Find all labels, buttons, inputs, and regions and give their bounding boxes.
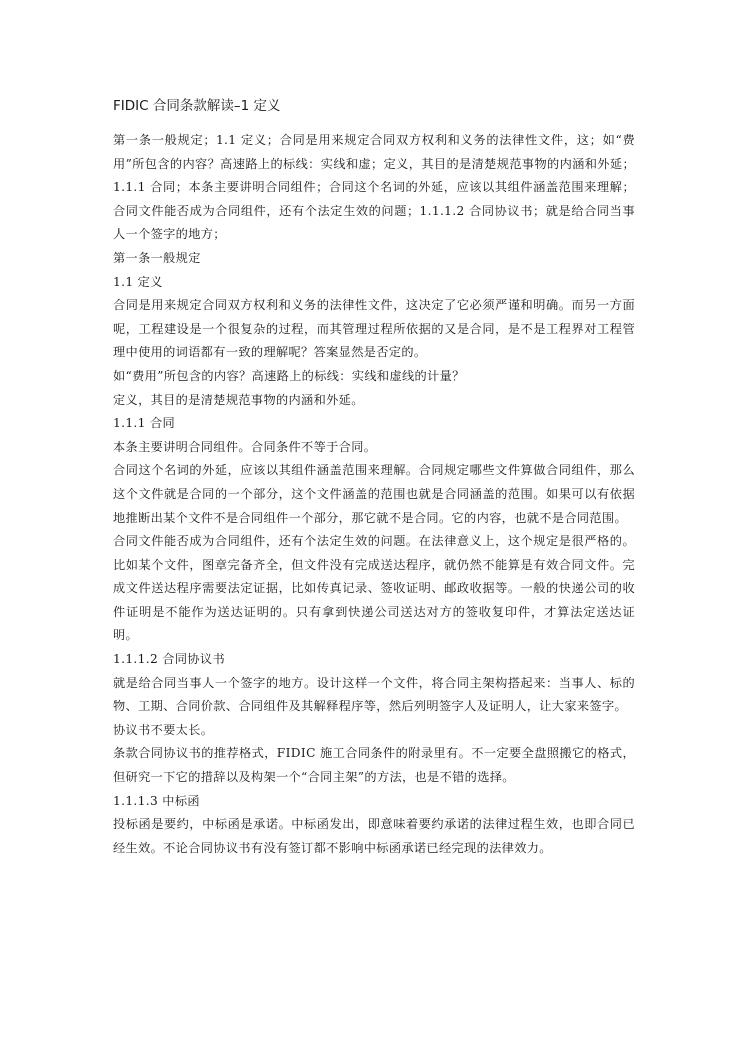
section-heading: 1.1.1.3 中标函 xyxy=(113,793,200,808)
body-paragraph: 合同文件能否成为合同组件，还有个法定生效的问题。在法律意义上，这个规定是很严格的。比如某个文件，图章完备齐全，但文件没有完成送达程序，就仍然不能算是有效合同文件。完成文件送达程序需要法定证据，比如传真记录、签收证明、邮政收据等。一般的快递公司的收件证明是不能作为送达证明的。只有拿到快递公司送达对方的签收复印件，才算法定送达证明。 xyxy=(113,534,635,643)
document-title: FIDIC 合同条款解读–1 定义 xyxy=(113,98,281,114)
body-paragraph: 协议书不要太长。 xyxy=(113,722,214,737)
body-paragraph: 定义，其目的是清楚规范事物的内涵和外延。 xyxy=(113,392,364,407)
document-body xyxy=(113,129,635,860)
body-paragraph: 如“费用”所包含的内容？高速路上的标线：实线和虚线的计量？ xyxy=(113,368,465,383)
body-paragraph: 合同是用来规定合同双方权利和义务的法律性文件，这决定了它必须严谨和明确。而另一方面呢，工程建设是一个很复杂的过程，而其管理过程所依据的又是合同，是不是工程界对工程管理中使用的词语都有一致的理解呢？答案显然是否定的。 xyxy=(113,298,635,360)
body-paragraph: 本条主要讲明合同组件。合同条件不等于合同。 xyxy=(113,439,377,454)
section-heading: 1.1.1 合同 xyxy=(113,416,176,431)
body-paragraph: 合同这个名词的外延，应该以其组件涵盖范围来理解。合同规定哪些文件算做合同组件，那么这个文件就是合同的一个部分，这个文件涵盖的范围也就是合同涵盖的范围。如果可以有依据地推断出某个文件不是合同组件一个部分，那它就不是合同。它的内容，也就不是合同范围。 xyxy=(113,463,635,525)
section-heading: 1.1 定义 xyxy=(113,274,163,289)
body-paragraph: 条款合同协议书的推荐格式，FIDIC 施工合同条件的附录里有。不一定要全盘照搬它的格式，但研究一下它的措辞以及构架一个“合同主架”的方法，也是不错的选择。 xyxy=(113,746,635,785)
section-heading: 1.1.1.2 合同协议书 xyxy=(113,652,225,667)
body-paragraph: 投标函是要约，中标函是承诺。中标函发出，即意味着要约承诺的法律过程生效，也即合同已经生效。不论合同协议书有没有签订都不影响中标函承诺已经完现的法律效力。 xyxy=(113,817,635,855)
body-paragraph: 就是给合同当事人一个签字的地方。设计这样一个文件，将合同主架构搭起来：当事人、标的物、工期、合同价款、合同组件及其解释程序等，然后列明签字人及证明人，让大家来签字。 xyxy=(113,675,635,714)
summary-paragraph: 第一条一般规定；1.1 定义；合同是用来规定合同双方权利和义务的法律性文件，这；如“费用”所包含的内容？高速路上的标线：实线和虚；定义，其目的是清楚规范事物的内涵和外延；1.1.1 合同；本条主要讲明合同组件；合同这个名词的外延，应该以其组件涵盖范围来理解；合同文件能否成为合同组件，还有个法定生效的问题；1.1.1.2 合同协议书；就是给合同当事人一个签字的地方； xyxy=(113,133,635,242)
section-heading: 第一条一般规定 xyxy=(113,250,201,265)
